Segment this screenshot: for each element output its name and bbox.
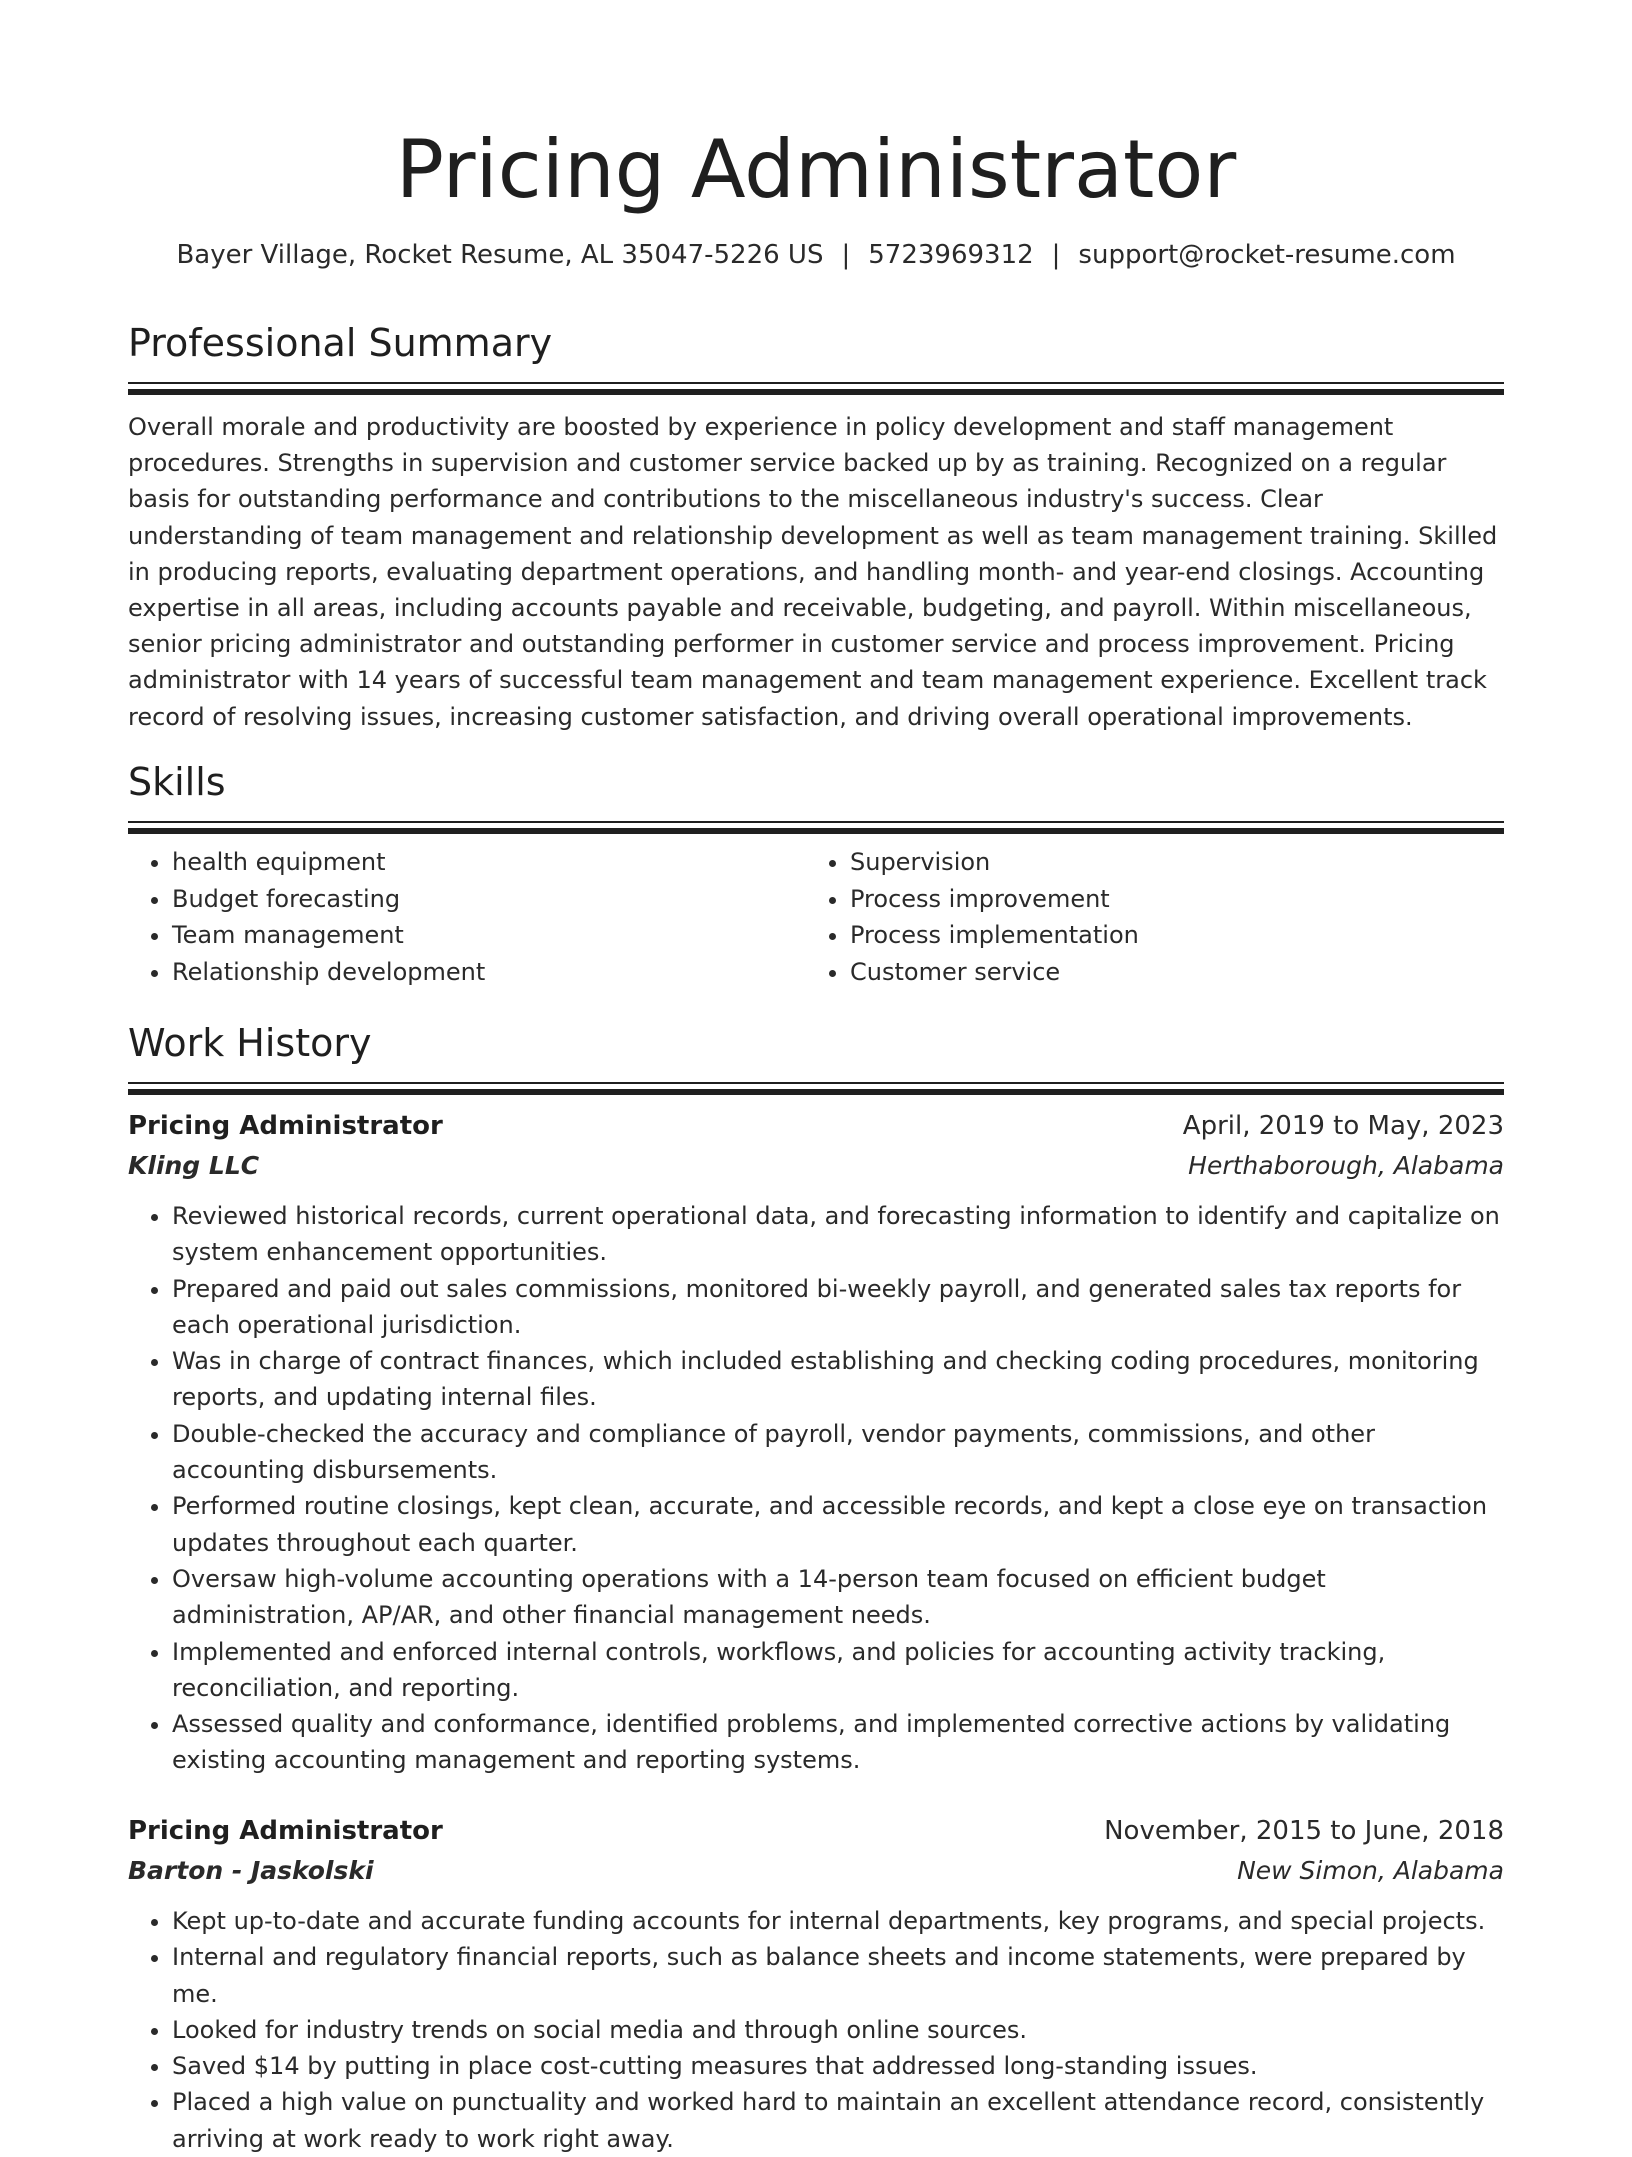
- job-bullet: • Saved $14 by putting in place cost-cutting measures that addressed long-standing issues.: [172, 2048, 1504, 2084]
- contact-email[interactable]: support@rocket-resume.com: [1078, 240, 1456, 270]
- job-bullet: • Placed a high value on punctuality and worked hard to maintain an excellent attendance record, consistently arriving at work ready to work right away.: [172, 2084, 1504, 2157]
- work-history-section: [128, 1018, 1504, 1095]
- skill-item: • Supervision: [850, 844, 1484, 881]
- job-entry: [128, 1811, 1504, 2157]
- job-bullet: • Implemented and enforced internal controls, workflows, and policies for accounting activity tracking, reconciliation, and reporting.: [172, 1634, 1504, 1707]
- section-divider: [128, 821, 1504, 834]
- work-history-heading: Work History: [128, 1021, 372, 1065]
- summary-heading: Professional Summary: [128, 321, 553, 365]
- skills-list-left: [128, 844, 806, 990]
- job-dates: November, 2015 to June, 2018: [1104, 1816, 1504, 1846]
- job-bullet: • Assessed quality and conformance, identified problems, and implemented corrective actions by validating existing accounting management and reporting systems.: [172, 1706, 1504, 1779]
- job-location: New Simon, Alabama: [1237, 1856, 1504, 1885]
- job-entry: [128, 1106, 1504, 1779]
- skills-heading: Skills: [128, 760, 226, 804]
- job-bullets: [128, 1198, 1504, 1779]
- contact-separator: |: [841, 240, 851, 270]
- job-bullet: • Double-checked the accuracy and compliance of payroll, vendor payments, commissions, and other accounting disbursements.: [172, 1416, 1504, 1489]
- job-bullet: • Looked for industry trends on social media and through online sources.: [172, 2012, 1504, 2048]
- job-dates: April, 2019 to May, 2023: [1182, 1111, 1504, 1141]
- job-company-row: [128, 1146, 1504, 1186]
- job-company-row: [128, 1851, 1504, 1891]
- skills-list-right: [806, 844, 1484, 990]
- job-header-row: [128, 1106, 1504, 1146]
- section-divider: [128, 382, 1504, 395]
- skill-item: • Process improvement: [850, 881, 1484, 918]
- job-company: Kling LLC: [128, 1151, 260, 1180]
- summary-text: Overall morale and productivity are boosted by experience in policy development and staff management procedures. Strengths in supervision and customer service backed up by as training. Recognized on a regular basis for outstanding performance and contributions to the miscellaneous industry's success. Clear understanding of team management and relationship development as well as team management training. Skilled in producing reports, evaluating department operations, and handling month- and year-end closings. Accounting expertise in all areas, including accounts payable and receivable, budgeting, and payroll. Within miscellaneous, senior pricing administrator and outstanding performer in customer service and process improvement. Pricing administrator with 14 years of successful team management and team management experience. Excellent track record of resolving issues, increasing customer satisfaction, and driving overall operational improvements.: [128, 413, 1498, 731]
- job-title: Pricing Administrator: [128, 1816, 443, 1846]
- summary-section: [128, 318, 1504, 735]
- job-bullet: • Prepared and paid out sales commissions, monitored bi-weekly payroll, and generated sales tax reports for each operational jurisdiction.: [172, 1271, 1504, 1344]
- section-divider: [128, 1082, 1504, 1095]
- skill-item: • Relationship development: [172, 954, 806, 991]
- job-bullet: • Performed routine closings, kept clean, accurate, and accessible records, and kept a close eye on transaction updates throughout each quarter.: [172, 1488, 1504, 1561]
- skills-section: [128, 757, 1504, 990]
- job-bullet: • Was in charge of contract finances, which included establishing and checking coding procedures, monitoring reports, and updating internal files.: [172, 1343, 1504, 1416]
- skill-item: • Budget forecasting: [172, 881, 806, 918]
- contact-line: [128, 236, 1504, 274]
- job-bullet: • Reviewed historical records, current operational data, and forecasting information to identify and capitalize on system enhancement opportunities.: [172, 1198, 1504, 1271]
- job-bullet: • Internal and regulatory financial reports, such as balance sheets and income statements, were prepared by me.: [172, 1939, 1504, 2012]
- job-bullets: [128, 1903, 1504, 2157]
- job-bullet: • Kept up-to-date and accurate funding accounts for internal departments, key programs, and special projects.: [172, 1903, 1504, 1939]
- skill-item: • health equipment: [172, 844, 806, 881]
- job-title: Pricing Administrator: [128, 1111, 443, 1141]
- resume-name: Pricing Administrator: [395, 123, 1237, 216]
- job-company: Barton - Jaskolski: [128, 1856, 374, 1885]
- skill-item: • Customer service: [850, 954, 1484, 991]
- contact-separator: |: [1051, 240, 1061, 270]
- job-header-row: [128, 1811, 1504, 1851]
- job-location: Herthaborough, Alabama: [1188, 1151, 1504, 1180]
- skills-columns: [128, 844, 1504, 990]
- job-bullet: • Oversaw high-volume accounting operations with a 14-person team focused on efficient budget administration, AP/AR, and other financial management needs.: [172, 1561, 1504, 1634]
- skill-item: • Process implementation: [850, 917, 1484, 954]
- contact-address: Bayer Village, Rocket Resume, AL 35047-5226 US: [176, 240, 824, 270]
- contact-phone: 5723969312: [868, 240, 1034, 270]
- skill-item: • Team management: [172, 917, 806, 954]
